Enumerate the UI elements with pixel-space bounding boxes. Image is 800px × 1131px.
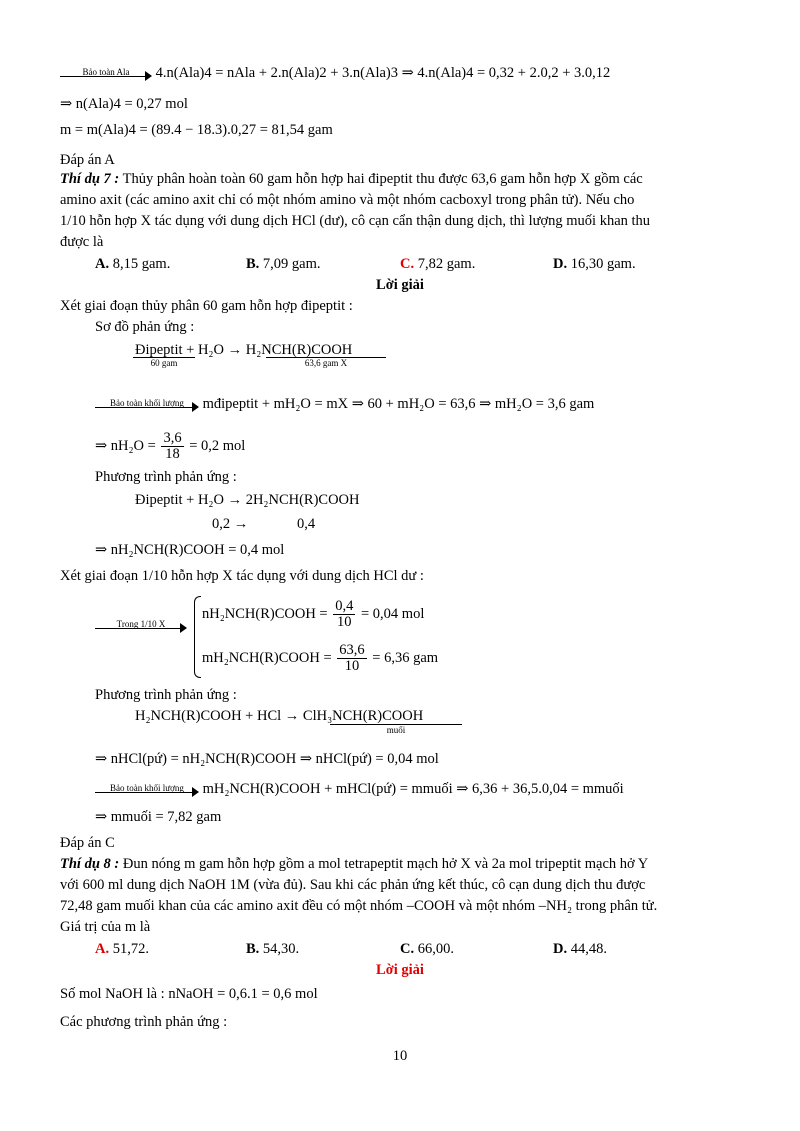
naoh-moles: Số mol NaOH là : nNaOH = 0,6.1 = 0,6 mol <box>60 986 318 1002</box>
scheme-equation: Đipeptit + H₂O → H₂NCH(R)COOH <box>135 342 353 358</box>
system-bracket <box>194 596 201 678</box>
example-8-line-3: 72,48 gam muối khan của các amino axit đều có một nhóm –COOH và một nhóm –NH₂ trong phân tử. <box>60 898 658 914</box>
mass-balance-equation: Bảo toàn khối lượng mđipeptit + mH₂O = mX ⇒ 60 + mH₂O = 63,6 ⇒ mH₂O = 3,6 gam <box>95 395 594 414</box>
fraction: $\frac{3,6}{18}$ <box>163 430 182 463</box>
tenth-m-equation: mH₂NCH(R)COOH = $\frac{63,6}{10}$ = 6,36 gam <box>202 642 439 675</box>
reactions-title: Các phương trình phản ứng : <box>60 1014 228 1030</box>
reaction-2-title: Phương trình phản ứng : <box>95 687 237 703</box>
option-c-8: C. 66,00. <box>400 941 454 957</box>
example-7-line-3: 1/10 hỗn hợp X tác dụng với dung dịch HCl (dư), cô cạn cẩn thận dung dịch, thì lượng muối khan thu <box>60 213 651 229</box>
tenth-n-equation: nH₂NCH(R)COOH = $\frac{0,4}{10}$ = 0,04 mol <box>202 598 425 631</box>
n-amino-acid: ⇒ nH₂NCH(R)COOH = 0,4 mol <box>95 542 285 558</box>
example-7-line-4: được là <box>60 234 104 250</box>
answer-c: Đáp án C <box>60 835 115 851</box>
page-number: 10 <box>392 1048 408 1064</box>
equation-mass: m = m(Ala)4 = (89.4 − 18.3).0,27 = 81,54 gam <box>60 122 333 138</box>
option-d: D. 16,30 gam. <box>553 256 636 272</box>
equation-n-ala4: ⇒ n(Ala)4 = 0,27 mol <box>60 96 188 112</box>
reaction-2-equation: H₂NCH(R)COOH + HCl → ClH₃NCH(R)COOH <box>135 708 424 724</box>
arrow-icon: Bảo toàn khối lượng <box>95 396 199 414</box>
brace-right: 63,6 gam X <box>266 357 386 368</box>
option-c: C. 7,82 gam. <box>400 256 476 272</box>
example-8-line-4: Giá trị của m là <box>60 919 151 935</box>
mass-balance-2: Bảo toàn khối lượng mH₂NCH(R)COOH + mHCl(pứ) = mmuối ⇒ 6,36 + 36,5.0,04 = mmuối <box>95 780 624 799</box>
fraction: $\frac{63,6}{10}$ <box>339 642 365 675</box>
example-7-line-2: amino axit (các amino axit chỉ có một nhóm amino và một nhóm cacboxyl trong phân tử). Nếu cho <box>60 192 635 208</box>
arrow-icon: Bảo toàn Ala <box>60 65 152 83</box>
arrow-icon: Trong 1/10 X <box>95 617 187 635</box>
n-h2o-equation: ⇒ nH₂O = $\frac{3,6}{18}$ = 0,2 mol <box>95 430 246 463</box>
solution-title: Lời giải <box>376 277 424 293</box>
brace-left: 60 gam <box>133 357 195 368</box>
n-hcl-equation: ⇒ nHCl(pứ) = nH₂NCH(R)COOH ⇒ nHCl(pứ) = 0,04 mol <box>95 751 439 767</box>
arrow-icon: Bảo toàn khối lượng <box>95 781 199 799</box>
option-b: B. 7,09 gam. <box>246 256 321 272</box>
option-b-8: B. 54,30. <box>246 941 300 957</box>
option-a: A. 8,15 gam. <box>95 256 171 272</box>
m-salt: ⇒ mmuối = 7,82 gam <box>95 809 222 825</box>
solution-title-8: Lời giải <box>376 962 424 978</box>
reaction-equation: Đipeptit + H₂O → 2H₂NCH(R)COOH <box>135 492 360 508</box>
reaction-mol-2: 0,4 <box>297 516 316 532</box>
stage-2-title: Xét giai đoạn 1/10 hỗn hợp X tác dụng với dung dịch HCl dư : <box>60 568 424 584</box>
fraction: $\frac{0,4}{10}$ <box>335 598 354 631</box>
option-a-8: A. 51,72. <box>95 941 149 957</box>
scheme-title: Sơ đồ phản ứng : <box>95 319 195 335</box>
tenth-arrow <box>95 616 187 635</box>
example-8-line-1: Thí dụ 8 : Đun nóng m gam hỗn hợp gồm a mol tetrapeptit mạch hở X và 2a mol tripeptit mạch hở Y <box>60 856 649 872</box>
reaction-mol-1: 0,2 → <box>212 516 249 532</box>
equation-ala-balance: Bảo toàn Ala 4.n(Ala)4 = nAla + 2.n(Ala)2 + 3.n(Ala)3 ⇒ 4.n(Ala)4 = 0,32 + 2.0,2 + 3.0,12 <box>60 64 610 83</box>
reaction-title: Phương trình phản ứng : <box>95 469 237 485</box>
stage-1-title: Xét giai đoạn thủy phân 60 gam hỗn hợp đipeptit : <box>60 298 353 314</box>
example-7-line-1: Thí dụ 7 : Thủy phân hoàn toàn 60 gam hỗn hợp hai đipeptit thu được 63,6 gam hỗn hợp X gồm các <box>60 171 643 187</box>
brace-salt: muối <box>330 724 462 735</box>
answer-text: Đáp án A <box>60 152 115 168</box>
option-d-8: D. 44,48. <box>553 941 607 957</box>
example-8-line-2: với 600 ml dung dịch NaOH 1M (vừa đủ). Sau khi các phản ứng kết thúc, cô cạn dung dịch thu được <box>60 877 646 893</box>
